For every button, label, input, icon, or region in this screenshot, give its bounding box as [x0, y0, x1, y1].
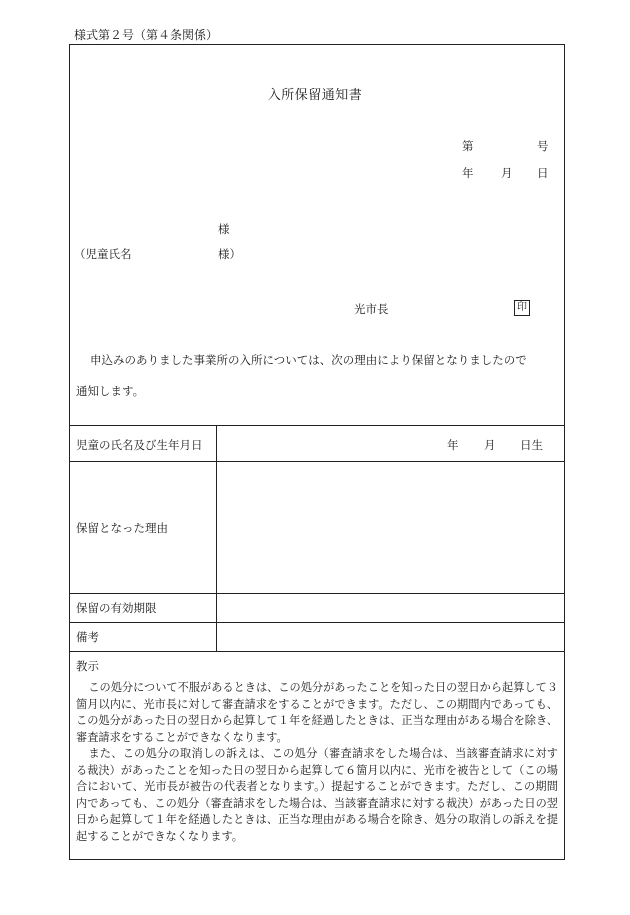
issuer-name: 光市長 [354, 302, 389, 316]
table-column-divider [216, 425, 217, 651]
doc-number-prefix: 第 [462, 139, 474, 153]
table-row-divider [69, 593, 565, 594]
date-month: 月 [501, 166, 513, 180]
document-title: 入所保留通知書 [267, 88, 363, 103]
notice-body [76, 680, 558, 845]
body-line-1: 申込みのありました事業所の入所については、次の理由により保留となりましたので [90, 353, 527, 367]
remarks-label: 備考 [76, 630, 99, 644]
date-day: 日 [537, 166, 549, 180]
dob-year: 年 [447, 438, 459, 452]
doc-number-suffix: 号 [537, 139, 549, 153]
notice-heading: 教示 [76, 659, 99, 673]
dob-day: 日生 [520, 438, 543, 452]
reason-label: 保留となった理由 [76, 521, 168, 535]
recipient-honorific: 様 [218, 222, 230, 236]
table-bottom-border [69, 651, 565, 652]
form-number-label: 様式第２号（第４条関係） [74, 28, 219, 42]
table-row-divider [69, 461, 565, 462]
table-row-divider [69, 622, 565, 623]
child-name-suffix: 様） [218, 247, 241, 261]
official-seal-mark: 印 [514, 300, 530, 316]
validity-label: 保留の有効期限 [76, 601, 157, 615]
child-name-dob-label: 児童の氏名及び生年月日 [76, 438, 203, 452]
notice-paragraph-2: また、この処分の取消しの訴えは、この処分（審査請求をした場合は、当該審査請求に対する裁決）があったことを知った日の翌日から起算して６箇月以内に、光市を被告として（この場合において、光市長が被告の代表者となります。）提起することができます。ただし、この期間内であっても、この処分（審査請求をした場合は、当該審査請求に対する裁決）があった日の翌日から起算して１年を経過したときは、正当な理由がある場合を除き、処分の取消しの訴えを提起することができなくなります。 [76, 747, 558, 843]
body-line-2: 通知します。 [76, 384, 145, 398]
dob-month: 月 [484, 438, 496, 452]
notice-paragraph-1: この処分について不服があるときは、この処分があったことを知った日の翌日から起算して３箇月以内に、光市長に対して審査請求をすることができます。ただし、この期間内であっても、この処分があった日の翌日から起算して１年を経過したときは、正当な理由がある場合を除き、審査請求をすることができなくなります。 [76, 681, 558, 744]
date-year: 年 [462, 166, 474, 180]
child-name-prefix: （児童氏名 [74, 247, 132, 261]
table-top-border [69, 425, 565, 426]
